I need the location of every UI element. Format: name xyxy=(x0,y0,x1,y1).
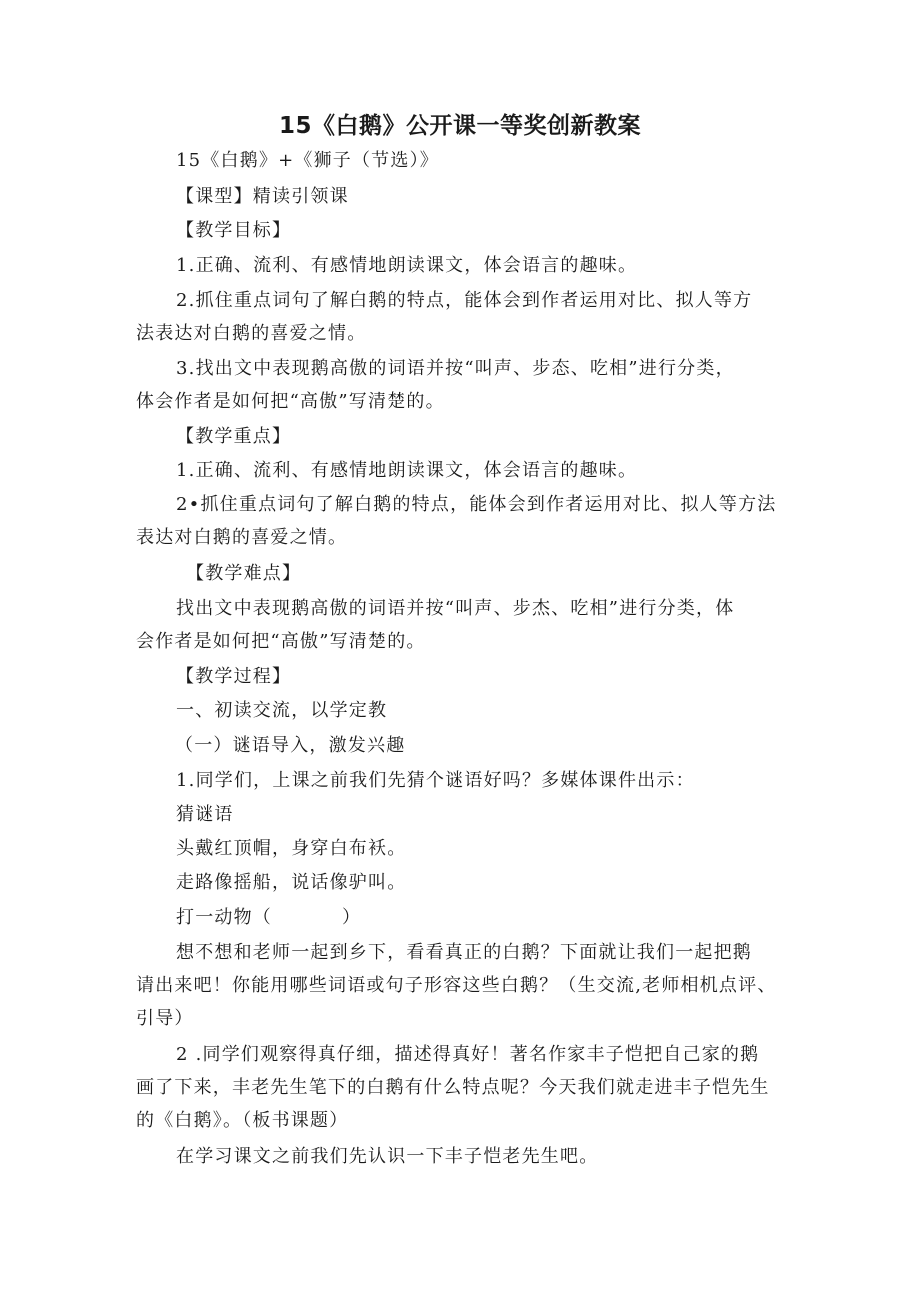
difficulty-line-2: 会作者是如何把“高傲”写清楚的。 xyxy=(136,631,426,652)
difficulty-heading: 【教学难点】 xyxy=(186,563,302,584)
difficulty-line-1: 找出文中表现鹅高傲的词语并按“叫声、步杰、吃相”进行分类，体 xyxy=(176,598,735,619)
subsection-1-heading: （一）谜语导入，激发兴趣 xyxy=(175,735,406,756)
paragraph-3: 在学习课文之前我们先认识一下丰子恺老先生吧。 xyxy=(176,1146,599,1167)
key-point-1: 1.正确、流利、有感情地朗读课文，体会语言的趣味。 xyxy=(176,460,638,481)
paragraph-2-line-2: 画了下来，丰老先生笔下的白鹅有什么特点呢？今天我们就走进丰子恺先生 xyxy=(136,1077,770,1098)
riddle-line-2: 走路像摇船，说话像驴叫。 xyxy=(176,872,407,893)
lesson-subtitle: 15《白鹅》+《狮子（节选）》 xyxy=(176,150,439,171)
document-title: 15《白鹅》公开课一等奖创新教案 xyxy=(278,113,641,139)
paragraph-2-line-1: 2 .同学们观察得真仔细，描述得真好！著名作家丰子恺把自己家的鹅 xyxy=(176,1044,760,1065)
lesson-type: 【课型】精读引领课 xyxy=(176,186,349,207)
goal-1: 1.正确、流利、有感情地朗读课文，体会语言的趣味。 xyxy=(176,255,638,276)
goals-heading: 【教学目标】 xyxy=(176,220,292,241)
goal-2-line-1: 2.抓住重点词句了解白鹅的特点，能体会到作者运用对比、拟人等方 xyxy=(176,290,753,311)
key-point-2-line-2: 表达对白鹅的喜爱之情。 xyxy=(136,527,348,548)
step-1: 1.同学们，上课之前我们先猜个谜语好吗？多媒体课件出示： xyxy=(176,770,695,791)
riddle-label: 猜谜语 xyxy=(176,804,234,825)
riddle-answer xyxy=(176,903,361,933)
riddle-answer-prefix: 打一动物（ xyxy=(176,907,272,928)
key-points-heading: 【教学重点】 xyxy=(176,426,292,447)
riddle-answer-suffix: ） xyxy=(342,907,362,928)
paragraph-2-line-3: 的《白鹅》。（板书课题） xyxy=(136,1110,349,1131)
paragraph-1-line-1: 想不想和老师一起到乡下，看看真正的白鹅？下面就让我们一起把鹅 xyxy=(176,942,752,963)
goal-2-line-2: 法表达对白鹅的喜爱之情。 xyxy=(136,323,367,344)
process-heading: 【教学过程】 xyxy=(176,666,292,687)
paragraph-1-line-3: 引导） xyxy=(136,1008,194,1029)
key-point-2-line-1: 2•抓住重点词句了解白鹅的特点，能体会到作者运用对比、拟人等方法 xyxy=(176,494,777,515)
goal-3-line-2: 体会作者是如何把“高傲”写清楚的。 xyxy=(136,391,445,412)
riddle-line-1: 头戴红顶帽，身穿白布袄。 xyxy=(176,838,407,859)
paragraph-1-line-2: 请出来吧！你能用哪些词语或句子形容这些白鹅？（生交流,老师相机点评、 xyxy=(136,975,777,996)
goal-3-line-1: 3.找出文中表现鹅高傲的词语并按“叫声、步态、吃相”进行分类， xyxy=(176,358,735,379)
section-1-heading: 一、初读交流，以学定教 xyxy=(176,700,388,721)
